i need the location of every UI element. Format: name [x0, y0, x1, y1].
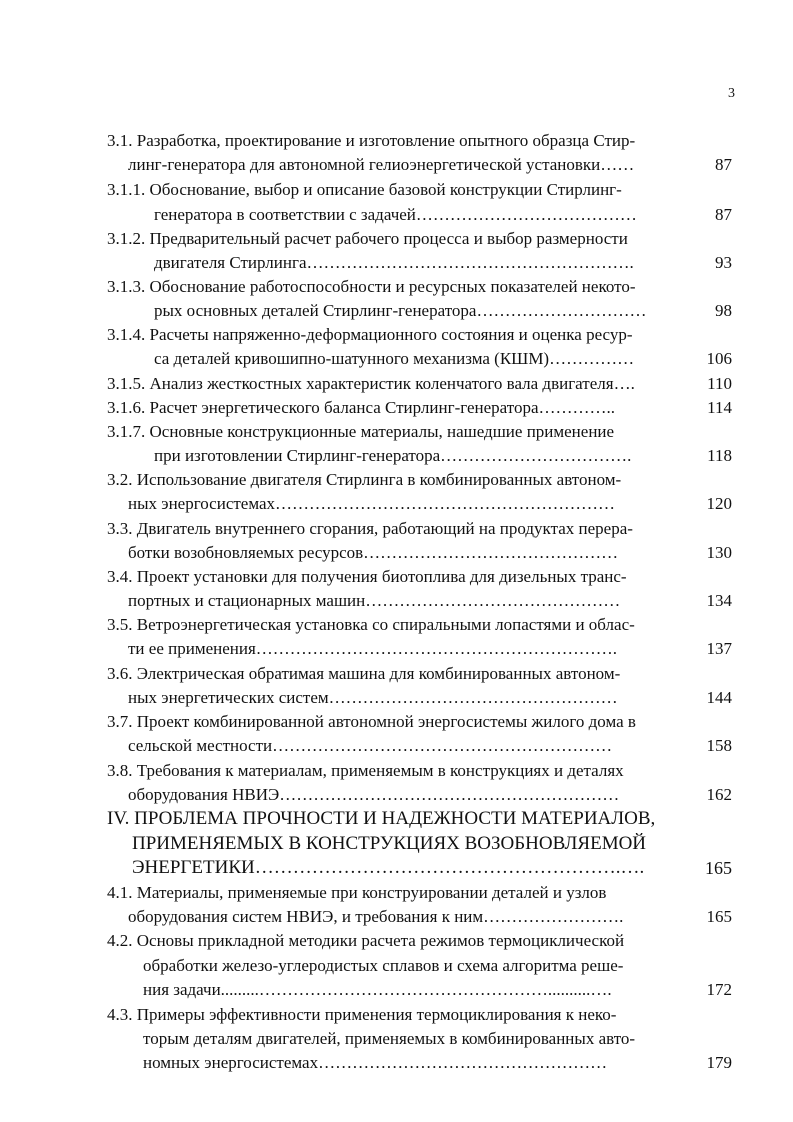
toc-entry-4-3-page: 179: [706, 1053, 732, 1072]
toc-entry-3-1-4-page: 106: [706, 349, 732, 368]
toc-entry-3-1-2-line-2: двигателя Стирлинга………………………………………………….: [154, 253, 634, 272]
toc-entry-3-5-page: 137: [706, 639, 732, 658]
toc-entry-4-2-line-1: 4.2. Основы прикладной методики расчета режимов термоциклической: [107, 931, 625, 950]
toc-entry-4-1-line-2: оборудования систем НВИЭ, и требования к ним…………………….: [128, 907, 624, 926]
toc-chapter-4-line-2: ПРИМЕНЯЕМЫХ В КОНСТРУКЦИЯХ ВОЗОБНОВЛЯЕМОЙ: [132, 833, 647, 854]
toc-entry-4-1-line-1: 4.1. Материалы, применяемые при конструировании деталей и узлов: [107, 883, 607, 902]
toc-entry-4-2-line-2: обработки железо-углеродистых сплавов и схема алгоритма реше-: [143, 956, 624, 975]
toc-entry-3-3-page: 130: [706, 543, 732, 562]
toc-entry-3-4-line-1: 3.4. Проект установки для получения биотоплива для дизельных транс-: [107, 567, 627, 586]
toc-entry-3-1-3-page: 98: [715, 301, 732, 320]
toc-entry-3-1-2-line-1: 3.1.2. Предварительный расчет рабочего процесса и выбор размерности: [107, 229, 628, 248]
toc-entry-3-6-line-1: 3.6. Электрическая обратимая машина для комбинированных автоном-: [107, 664, 621, 683]
toc-entry-3-1-1-line-2: генератора в соответствии с задачей…………………………………: [154, 205, 637, 224]
toc-entry-3-2-page: 120: [706, 494, 732, 513]
toc-entry-3-6-page: 144: [706, 688, 732, 707]
toc-entry-3-1-2-page: 93: [715, 253, 732, 272]
toc-entry-3-8-line-2: оборудования НВИЭ……………………………………………………: [128, 785, 620, 804]
toc-entry-3-7-page: 158: [706, 736, 732, 755]
toc-entry-3-1-line-2: линг-генератора для автономной гелиоэнергетической установки……: [128, 155, 635, 174]
toc-entry-3-5-line-1: 3.5. Ветроэнергетическая установка со спиральными лопастями и облас-: [107, 615, 635, 634]
toc-entry-3-8-line-1: 3.8. Требования к материалам, применяемым в конструкциях и деталях: [107, 761, 624, 780]
toc-entry-3-1-4-line-2: са деталей кривошипно-шатунного механизма (КШМ)……………: [154, 349, 635, 368]
toc-entry-3-4-page: 134: [706, 591, 732, 610]
toc-entry-3-1-1-page: 87: [715, 205, 732, 224]
toc-entry-3-5-line-2: ти ее применения……………………………………………………….: [128, 639, 618, 658]
toc-chapter-4-line-1: IV. ПРОБЛЕМА ПРОЧНОСТИ И НАДЕЖНОСТИ МАТЕРИАЛОВ,: [107, 808, 656, 829]
toc-entry-4-1-page: 165: [706, 907, 732, 926]
toc-entry-3-1-5-page: 110: [707, 374, 732, 393]
toc-entry-3-2-line-1: 3.2. Использование двигателя Стирлинга в комбинированных автоном-: [107, 470, 622, 489]
toc-entry-3-1-line-1: 3.1. Разработка, проектирование и изготовление опытного образца Стир-: [107, 131, 636, 150]
toc-entry-4-2-line-3: ния задачи.........……………………………………………..........….: [143, 980, 612, 999]
page-number: 3: [728, 86, 735, 101]
toc-entry-4-3-line-1: 4.3. Примеры эффективности применения термоциклирования к неко-: [107, 1005, 617, 1024]
toc-entry-3-1-7-line-1: 3.1.7. Основные конструкционные материалы, нашедшие применение: [107, 422, 615, 441]
toc-entry-3-1-page: 87: [715, 155, 732, 174]
toc-chapter-4-line-3: ЭНЕРГЕТИКИ………………………………………………….….: [132, 857, 645, 878]
toc-entry-3-1-3-line-2: рых основных деталей Стирлинг-генератора…………………………: [154, 301, 647, 320]
toc-entry-3-1-3-line-1: 3.1.3. Обоснование работоспособности и ресурсных показателей некото-: [107, 277, 636, 296]
toc-entry-4-3-line-3: номных энергосистемах……………………………………………: [143, 1053, 608, 1072]
toc-entry-4-2-page: 172: [706, 980, 732, 999]
toc-entry-3-2-line-2: ных энергосистемах……………………………………………………: [128, 494, 616, 513]
toc-entry-3-1-7-page: 118: [707, 446, 732, 465]
toc-entry-3-1-7-line-2: при изготовлении Стирлинг-генератора…………………………….: [154, 446, 632, 465]
toc-entry-3-4-line-2: портных и стационарных машин………………………………………: [128, 591, 621, 610]
toc-entry-3-7-line-2: сельской местности……………………………………………………: [128, 736, 613, 755]
toc-entry-4-3-line-2: торым деталям двигателей, применяемых в комбинированных авто-: [143, 1029, 636, 1048]
toc-chapter-4-page: 165: [705, 858, 732, 878]
toc-entry-3-6-line-2: ных энергетических систем……………………………………………: [128, 688, 618, 707]
toc-entry-3-1-1-line-1: 3.1.1. Обоснование, выбор и описание базовой конструкции Стирлинг-: [107, 180, 622, 199]
toc-entry-3-1-6-page: 114: [707, 398, 732, 417]
toc-entry-3-3-line-2: ботки возобновляемых ресурсов………………………………………: [128, 543, 619, 562]
toc-entry-3-7-line-1: 3.7. Проект комбинированной автономной энергосистемы жилого дома в: [107, 712, 636, 731]
toc-entry-3-1-4-line-1: 3.1.4. Расчеты напряженно-деформационного состояния и оценка ресур-: [107, 325, 633, 344]
toc-entry-3-8-page: 162: [706, 785, 732, 804]
toc-entry-3-1-6-line-1: 3.1.6. Расчет энергетического баланса Стирлинг-генератора…………..: [107, 398, 616, 417]
toc-entry-3-1-5-line-1: 3.1.5. Анализ жесткостных характеристик коленчатого вала двигателя….: [107, 374, 635, 393]
toc-entry-3-3-line-1: 3.3. Двигатель внутреннего сгорания, работающий на продуктах перера-: [107, 519, 633, 538]
